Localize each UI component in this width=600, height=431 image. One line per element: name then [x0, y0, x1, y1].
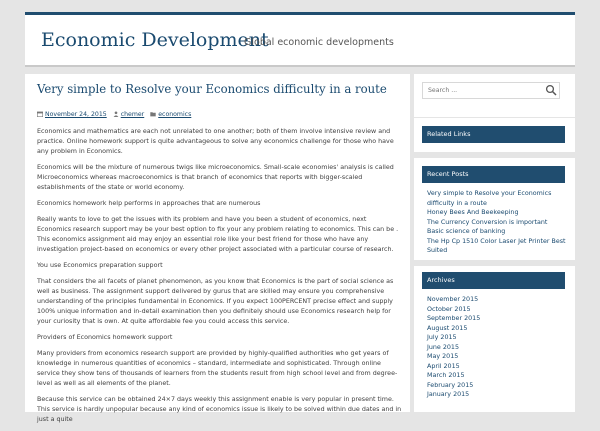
- search-input[interactable]: [422, 82, 560, 99]
- archives-title: Archives: [422, 272, 565, 289]
- post-meta: [37, 109, 191, 119]
- main-content: [25, 74, 410, 423]
- post-paragraph: You use Economics preparation support: [37, 262, 163, 269]
- post-paragraph: That considers the all facets of planet phenomenon, as you know that Economics is the part of social science as well as business. The assignment support delivered by gurus that are skilled may ensure you comprehensive understanding of the principles fundamental in Economics. If you expect 100PERCENT precise effect and supply 100% unique information and in-detail examination then you definitely should use Economics research help for your curiosity that is own. At quite affordable fee you could access this service.: [37, 278, 394, 325]
- post-category[interactable]: economics: [158, 110, 192, 118]
- recent-posts-title: Recent Posts: [422, 166, 565, 183]
- page: [25, 12, 575, 423]
- related-links-widget: [414, 118, 575, 152]
- post-paragraph: Economics homework help performs in approaches that are numerous: [37, 200, 261, 207]
- search-icon[interactable]: [545, 84, 557, 96]
- recent-post-link[interactable]: Basic science of banking: [427, 228, 506, 235]
- archive-link[interactable]: March 2015: [427, 372, 465, 379]
- post-paragraph: Because this service can be obtained 24×7 days weekly this assignment enable is very popular in present time. This service is hardly unpopular because any kind of economics issue is likely to be solved within due dates and in just a quite: [37, 396, 402, 423]
- calendar-icon: [37, 111, 43, 117]
- site-tagline: Global economic developments: [244, 37, 394, 48]
- archives-list: [427, 295, 569, 400]
- post-author[interactable]: chemer: [120, 110, 145, 118]
- recent-post-link[interactable]: The Hp Cp 1510 Color Laser Jet Printer Best Suited: [427, 237, 566, 254]
- archive-link[interactable]: August 2015: [427, 324, 468, 332]
- header-divider: [25, 65, 575, 67]
- archives-widget: [414, 266, 575, 412]
- archive-link[interactable]: January 2015: [427, 391, 470, 398]
- recent-posts-widget: [414, 158, 575, 260]
- folder-icon: [150, 111, 156, 117]
- recent-posts-list: [427, 189, 569, 256]
- archive-link[interactable]: October 2015: [427, 305, 471, 313]
- post-paragraph: Economics and mathematics are each not unrelated to one another; both of them involve intensive review and practice. Online homework support is quite advantageous to solve any economics challenge for those who have any problem in Economics.: [37, 128, 394, 155]
- user-icon: [113, 111, 119, 117]
- post-title[interactable]: Very simple to Resolve your Economics difficulty in a route: [37, 82, 387, 96]
- recent-post-link[interactable]: Very simple to Resolve your Economics difficulty in a route: [427, 190, 552, 207]
- archive-link[interactable]: April 2015: [427, 362, 460, 370]
- search-widget: [414, 74, 575, 117]
- archive-link[interactable]: July 2015: [427, 334, 457, 341]
- post-body: [37, 127, 402, 431]
- site-header: [25, 12, 575, 65]
- sidebar: [414, 74, 575, 412]
- recent-post-link[interactable]: Honey Bees And Beekeeping: [427, 209, 519, 216]
- related-links-title: Related Links: [422, 126, 565, 143]
- archive-link[interactable]: June 2015: [427, 343, 459, 351]
- post-paragraph: Providers of Economics homework support: [37, 334, 173, 341]
- archive-link[interactable]: November 2015: [427, 296, 479, 303]
- archive-link[interactable]: September 2015: [427, 315, 481, 322]
- post-paragraph: Economics will be the mixture of numerous twigs like microeconomics. Small-scale economies' analysis is called Microeconomics whereas macroeconomics is that branch of economics that reports with bigger-scaled establishments of the state or world economy.: [37, 164, 394, 191]
- recent-post-link[interactable]: The Currency Conversion is important: [427, 218, 548, 226]
- archive-link[interactable]: February 2015: [427, 381, 474, 389]
- post-paragraph: Many providers from economics research support are provided by highly-qualified authorities who get years of knowledge in numerous quantities of economics – standard, intermediate and sophisticated. Through online service they show tens of thousands of learners from the students result from high school level and from degree-level as well as all elements of the planet.: [37, 350, 398, 387]
- post-paragraph: Really wants to love to get the issues with its problem and have you been a student of economics, next Economics research support may be your best option to fix your any problem relating to economics. This can be . This economics assignment aid may enjoy an essential role like your best friend for those who have any investigation project-based on economics or every other project associated with a particular course of research.: [37, 216, 399, 253]
- archive-link[interactable]: May 2015: [427, 353, 459, 360]
- site-title[interactable]: Economic Development: [41, 29, 269, 51]
- post-date[interactable]: November 24, 2015: [45, 110, 107, 118]
